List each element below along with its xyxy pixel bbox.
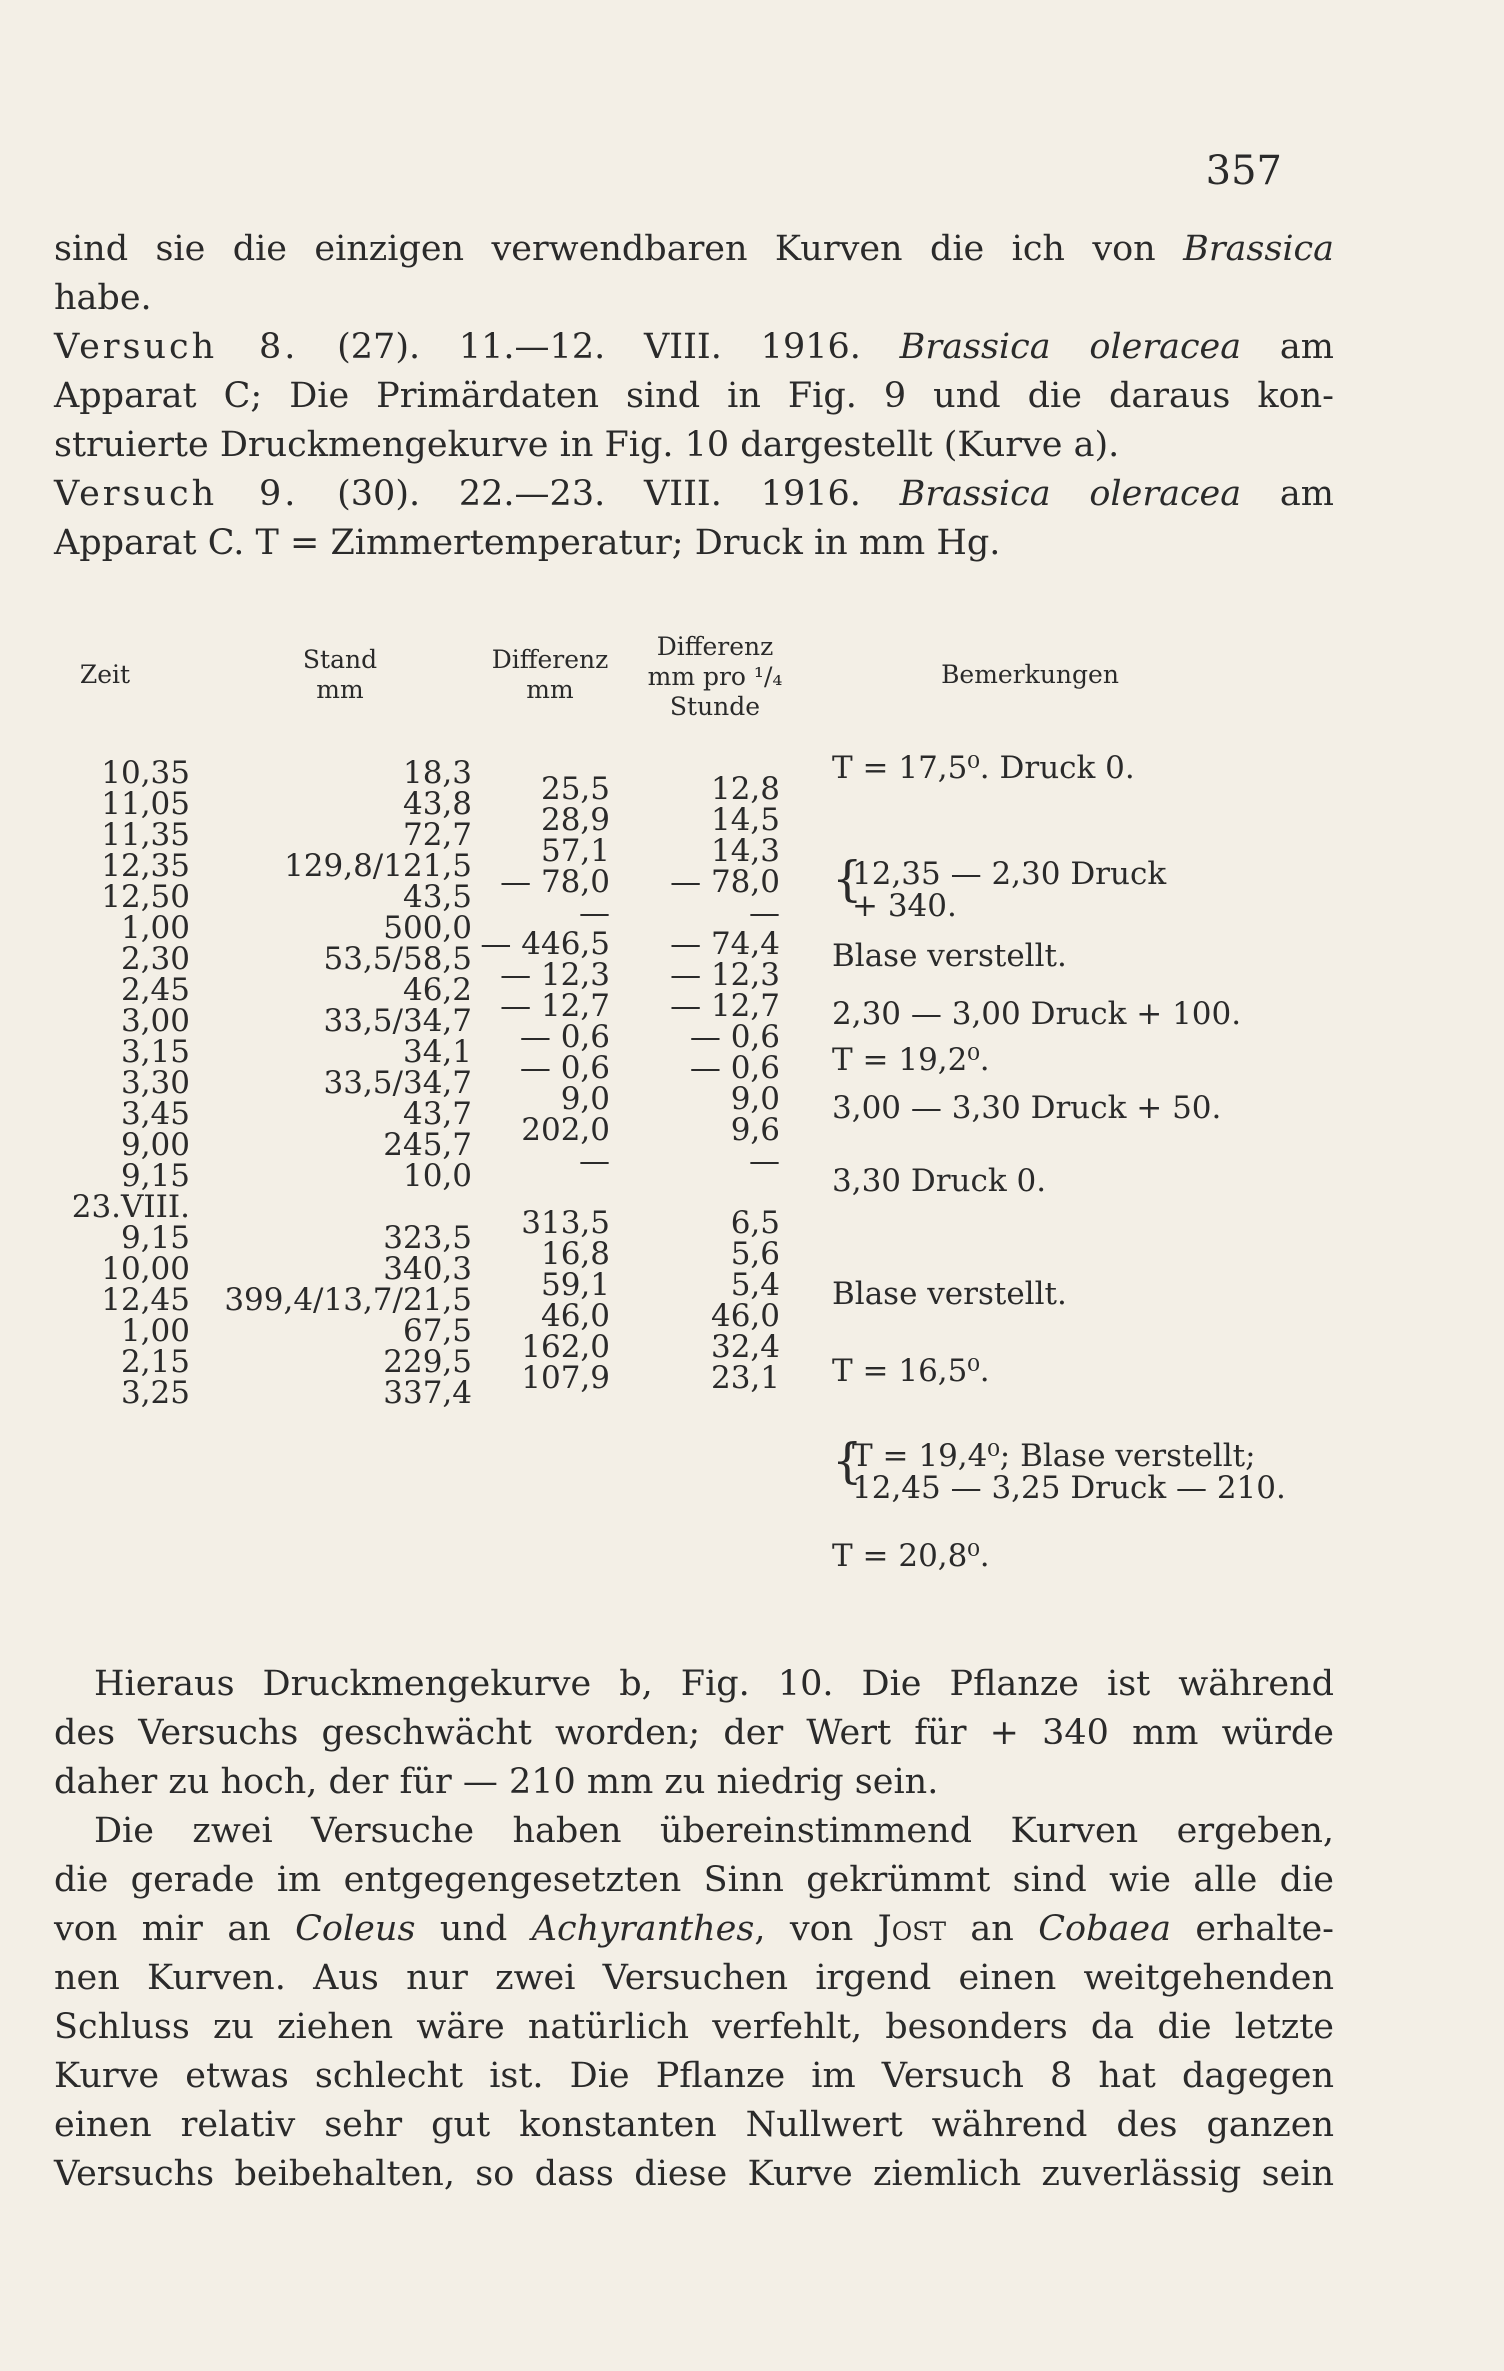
differenz-quarter-cell: 5,4 bbox=[730, 1267, 780, 1303]
differenz-quarter-cell: 32,4 bbox=[710, 1329, 780, 1365]
stand-cell: 33,5/34,7 bbox=[323, 1065, 472, 1101]
remark-9: T = 16,5⁰. bbox=[832, 1353, 990, 1389]
differenz-cell: 57,1 bbox=[540, 833, 610, 869]
stand-cell: 340,3 bbox=[383, 1251, 472, 1287]
versuch-9-label: Versuch 9. bbox=[54, 474, 299, 514]
differenz-quarter-cell: 5,6 bbox=[730, 1236, 780, 1272]
intro-line-2: habe. bbox=[54, 278, 152, 318]
stand-cell: 43,8 bbox=[402, 786, 472, 822]
differenz-quarter-cell: — 0,6 bbox=[689, 1050, 780, 1086]
zeit-cell: 12,50 bbox=[101, 879, 190, 915]
header-stand: Stand mm bbox=[302, 645, 378, 704]
zeit-cell: 11,05 bbox=[101, 786, 190, 822]
differenz-cell: 16,8 bbox=[540, 1236, 610, 1272]
zeit-cell: 3,15 bbox=[120, 1034, 190, 1070]
closing-p2-line-1: Die zwei Versuche haben übereinstimmend Kurven ergeben, bbox=[94, 1811, 1334, 1851]
stand-cell: 43,5 bbox=[402, 879, 472, 915]
closing-p1-line-3: daher zu hoch, der für — 210 mm zu niedrig sein. bbox=[54, 1762, 939, 1802]
differenz-quarter-cell: — 12,3 bbox=[670, 957, 780, 993]
differenz-cell: 25,5 bbox=[540, 771, 610, 807]
column-stand bbox=[200, 755, 472, 1411]
differenz-quarter-cell: 9,0 bbox=[730, 1081, 780, 1117]
stand-cell: 46,2 bbox=[402, 972, 472, 1008]
zeit-cell: 11,35 bbox=[101, 817, 190, 853]
stand-cell: 10,0 bbox=[402, 1158, 472, 1194]
stand-cell: 43,7 bbox=[402, 1096, 472, 1132]
differenz-cell: 28,9 bbox=[540, 802, 610, 838]
zeit-cell: 1,00 bbox=[120, 910, 190, 946]
remark-5: T = 19,2⁰. bbox=[832, 1042, 990, 1078]
differenz-quarter-cell: — 0,6 bbox=[689, 1019, 780, 1055]
remark-6: 3,00 — 3,30 Druck + 50. bbox=[832, 1090, 1222, 1126]
differenz-quarter-cell: 14,5 bbox=[710, 802, 780, 838]
zeit-cell: 10,35 bbox=[101, 755, 190, 791]
stand-cell: 337,4 bbox=[383, 1375, 472, 1411]
header-differenz: Differenz mm bbox=[491, 645, 609, 704]
remark-7: 3,30 Druck 0. bbox=[832, 1163, 1047, 1199]
column-differenz-quarter bbox=[640, 771, 780, 1396]
closing-p2-line-4: nen Kurven. Aus nur zwei Versuchen irgend einen weitgehenden bbox=[54, 1958, 1334, 1998]
closing-text bbox=[54, 1660, 1334, 2199]
versuch-8-line-1: Versuch 8. (27). 11.—12. VIII. 1916. Brassica oleracea am bbox=[54, 327, 1334, 367]
stand-cell: 18,3 bbox=[402, 755, 472, 791]
differenz-quarter-cell: 9,6 bbox=[730, 1112, 780, 1148]
differenz-cell: — bbox=[579, 895, 610, 931]
differenz-quarter-cell: 6,5 bbox=[730, 1205, 780, 1241]
versuch-8-line-3: struierte Druckmengekurve in Fig. 10 dargestellt (Kurve a). bbox=[54, 425, 1120, 465]
zeit-cell: 1,00 bbox=[120, 1313, 190, 1349]
differenz-cell: 9,0 bbox=[560, 1081, 610, 1117]
column-zeit bbox=[40, 755, 190, 1411]
zeit-cell: 3,30 bbox=[120, 1065, 190, 1101]
header-differenz-quarter: Differenz mm pro ¹/₄ Stunde bbox=[647, 632, 783, 721]
differenz-cell: — bbox=[579, 1143, 610, 1179]
stand-cell: 34,1 bbox=[402, 1034, 472, 1070]
closing-p2-line-7: einen relativ sehr gut konstanten Nullwert während des ganzen bbox=[54, 2105, 1334, 2145]
versuch-8-line-2: Apparat C; Die Primärdaten sind in Fig. 9 und die daraus kon- bbox=[54, 376, 1334, 416]
differenz-cell: 59,1 bbox=[540, 1267, 610, 1303]
zeit-cell: 10,00 bbox=[101, 1251, 190, 1287]
stand-cell: 229,5 bbox=[383, 1344, 472, 1380]
differenz-quarter-cell: — 12,7 bbox=[670, 988, 780, 1024]
zeit-cell: 9,15 bbox=[120, 1158, 190, 1194]
differenz-cell: 202,0 bbox=[521, 1112, 610, 1148]
page-number: 357 bbox=[1205, 148, 1282, 194]
stand-cell: 323,5 bbox=[383, 1220, 472, 1256]
zeit-cell: 12,35 bbox=[101, 848, 190, 884]
differenz-quarter-cell: 14,3 bbox=[710, 833, 780, 869]
zeit-cell: 2,30 bbox=[120, 941, 190, 977]
zeit-cell: 3,00 bbox=[120, 1003, 190, 1039]
remark-11: T = 20,8⁰. bbox=[832, 1538, 990, 1574]
remark-2: { 12,35 — 2,30 Druck + 340. bbox=[832, 851, 1167, 924]
zeit-cell: 3,45 bbox=[120, 1096, 190, 1132]
differenz-cell: 313,5 bbox=[521, 1205, 610, 1241]
stand-cell: 72,7 bbox=[402, 817, 472, 853]
versuch-9-line-1: Versuch 9. (30). 22.—23. VIII. 1916. Brassica oleracea am bbox=[54, 474, 1334, 514]
differenz-quarter-cell: — bbox=[749, 1143, 780, 1179]
zeit-cell: 9,00 bbox=[120, 1127, 190, 1163]
versuch-8-label: Versuch 8. bbox=[54, 327, 299, 367]
stand-cell: 67,5 bbox=[402, 1313, 472, 1349]
closing-p1-line-1: Hieraus Druckmengekurve b, Fig. 10. Die Pflanze ist während bbox=[94, 1664, 1334, 1704]
stand-cell: 129,8/121,5 bbox=[284, 848, 472, 884]
closing-p2-line-2: die gerade im entgegengesetzten Sinn gekrümmt sind wie alle die bbox=[54, 1860, 1334, 1900]
remark-8: Blase verstellt. bbox=[832, 1276, 1067, 1312]
zeit-cell: 12,45 bbox=[101, 1282, 190, 1318]
closing-p2-line-6: Kurve etwas schlecht ist. Die Pflanze im Versuch 8 hat dagegen bbox=[54, 2056, 1334, 2096]
zeit-cell: 3,25 bbox=[120, 1375, 190, 1411]
differenz-quarter-cell: 46,0 bbox=[710, 1298, 780, 1334]
stand-cell: 53,5/58,5 bbox=[323, 941, 472, 977]
differenz-cell: — 78,0 bbox=[500, 864, 610, 900]
header-zeit: Zeit bbox=[79, 660, 131, 689]
stand-cell bbox=[200, 1192, 472, 1223]
remark-3: Blase verstellt. bbox=[832, 938, 1067, 974]
differenz-cell: — 0,6 bbox=[519, 1019, 610, 1055]
brace: { bbox=[832, 851, 863, 907]
differenz-cell: — 0,6 bbox=[519, 1050, 610, 1086]
differenz-quarter-cell: — bbox=[749, 895, 780, 931]
brace: { bbox=[832, 1433, 863, 1489]
header-bemerkungen: Bemerkungen bbox=[941, 660, 1119, 689]
stand-cell: 33,5/34,7 bbox=[323, 1003, 472, 1039]
closing-p2-line-8: Versuchs beibehalten, so dass diese Kurve ziemlich zuverlässig sein bbox=[54, 2154, 1334, 2194]
remark-4: 2,30 — 3,00 Druck + 100. bbox=[832, 996, 1242, 1032]
differenz-quarter-cell: 23,1 bbox=[710, 1360, 780, 1396]
zeit-cell: 23.VIII. bbox=[71, 1189, 190, 1225]
stand-cell: 500,0 bbox=[383, 910, 472, 946]
remark-1: T = 17,5⁰. Druck 0. bbox=[832, 750, 1135, 786]
differenz-cell: 46,0 bbox=[540, 1298, 610, 1334]
stand-cell: 399,4/13,7/21,5 bbox=[224, 1282, 472, 1318]
remark-10: { T = 19,4⁰; Blase verstellt; 12,45 — 3,25 Druck — 210. bbox=[832, 1433, 1286, 1506]
differenz-cell: 107,9 bbox=[521, 1360, 610, 1396]
differenz-cell: — 446,5 bbox=[480, 926, 610, 962]
differenz-cell: — 12,7 bbox=[500, 988, 610, 1024]
zeit-cell: 2,15 bbox=[120, 1344, 190, 1380]
intro-line-1: sind sie die einzigen verwendbaren Kurven die ich von Brassica bbox=[54, 229, 1334, 269]
differenz-quarter-cell: 12,8 bbox=[710, 771, 780, 807]
zeit-cell: 9,15 bbox=[120, 1220, 190, 1256]
versuch-9-line-2: Apparat C. T = Zimmertemperatur; Druck in mm Hg. bbox=[54, 523, 1001, 563]
differenz-cell: 162,0 bbox=[521, 1329, 610, 1365]
differenz-cell: — 12,3 bbox=[500, 957, 610, 993]
intro-text bbox=[54, 225, 1334, 568]
closing-p2-line-5: Schluss zu ziehen wäre natürlich verfehlt, besonders da die letzte bbox=[54, 2007, 1334, 2047]
closing-p1-line-2: des Versuchs geschwächt worden; der Wert für + 340 mm würde bbox=[54, 1713, 1334, 1753]
stand-cell: 245,7 bbox=[383, 1127, 472, 1163]
closing-p2-line-3: von mir an Coleus und Achyranthes, von Jost an Cobaea erhalte- bbox=[54, 1909, 1334, 1949]
differenz-quarter-cell: — 74,4 bbox=[670, 926, 780, 962]
differenz-quarter-cell: — 78,0 bbox=[670, 864, 780, 900]
zeit-cell: 2,45 bbox=[120, 972, 190, 1008]
column-differenz bbox=[480, 771, 610, 1396]
